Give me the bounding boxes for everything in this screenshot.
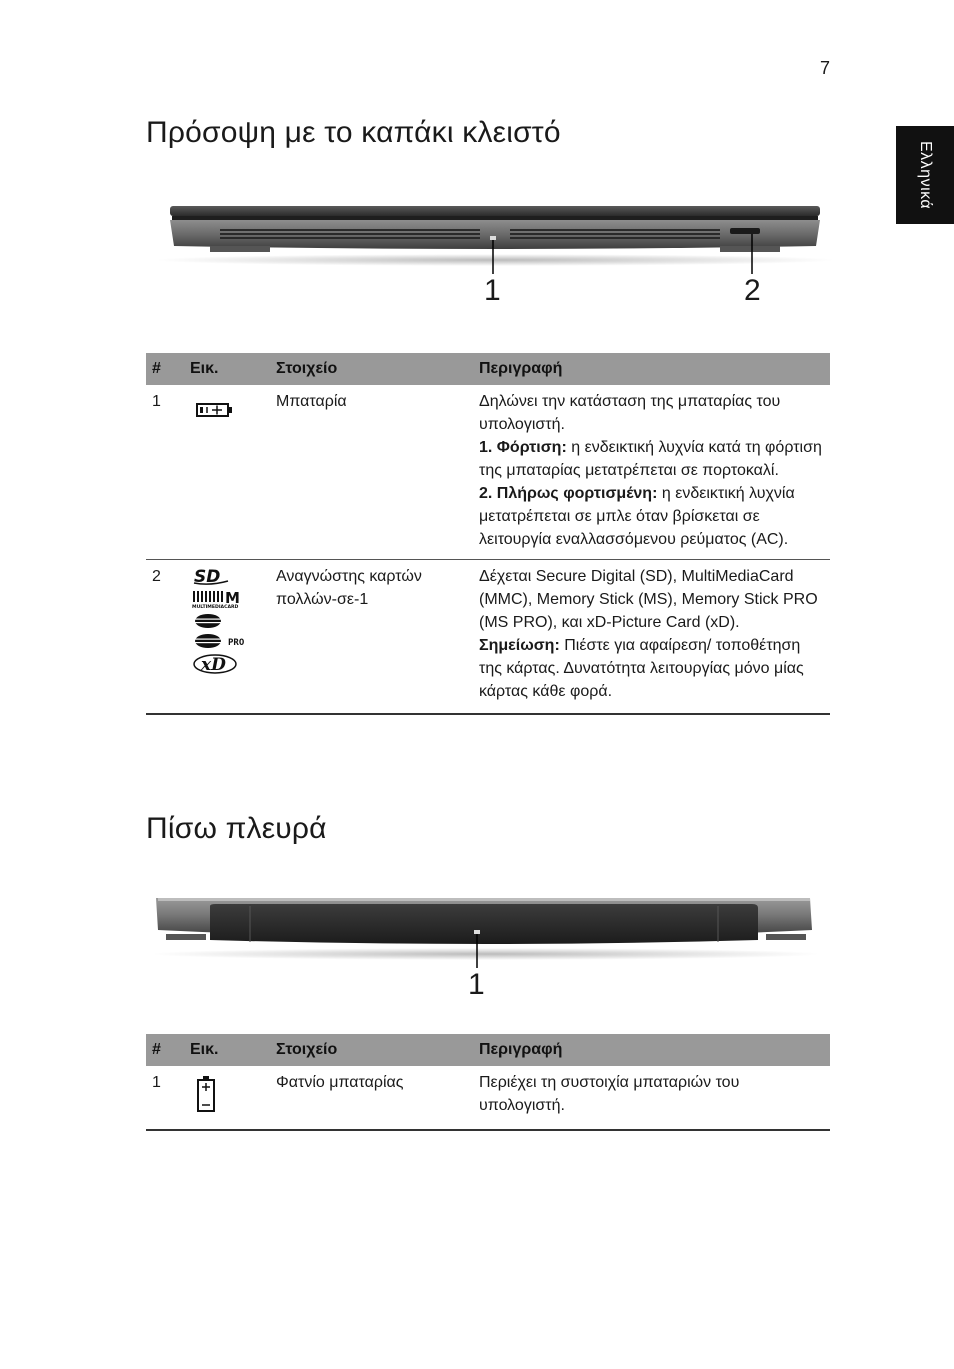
callout-1-front: 1 [484,274,501,307]
row-icon-cell [184,385,270,560]
row-number: 1 [146,1066,184,1130]
callout-1-rear: 1 [468,968,485,1001]
row-description [473,385,830,560]
header-number: # [146,1034,184,1066]
laptop-rear-image [146,890,826,970]
header-item: Στοιχείο [270,353,473,385]
mmc-logo-icon [192,589,248,609]
row-icon-cell [184,560,270,715]
table-row [146,560,830,715]
rear-components-table [146,1034,830,1131]
note-text: Πιέστε για αφαίρεση/ τοποθέτηση της κάρτας. Δυνατότητα λειτουργίας μόνο μίας κάρτας κάθε φορά. [479,637,804,700]
memory-stick-pro-label: PRO [228,638,245,648]
memory-stick-pro-icon [192,633,256,649]
mmc-logo-text: MULTIMEDIACARD [192,605,239,609]
language-tab-label: Ελληνικά [917,140,934,210]
xd-logo-text: xD [201,655,226,675]
note-label: Σημείωση: [479,637,560,654]
card-reader-icons [192,567,264,675]
callout-2-front: 2 [744,274,761,307]
header-description: Περιγραφή [473,1034,830,1066]
description-intro: Δέχεται Secure Digital (SD), MultiMediaCard (MMC), Memory Stick (MS), Memory Stick PRO (MS PRO), και xD-Picture Card (xD). [479,568,818,631]
header-description: Περιγραφή [473,353,830,385]
section-title-rear: Πίσω πλευρά [146,812,327,845]
row-item: Αναγνώστης καρτών πολλών-σε-1 [270,560,473,715]
fully-charged-text: η ενδεικτική λυχνία μετατρέπεται σε μπλε όταν βρίσκεται σε λειτουργία εναλλασσόμενου ρεύματος (AC). [479,485,795,548]
header-number: # [146,353,184,385]
row-description [473,560,830,715]
row-item: Φατνίο μπαταρίας [270,1066,473,1130]
row-description: Περιέχει τη συστοιχία μπαταριών του υπολογιστή. [473,1066,830,1130]
row-number: 2 [146,560,184,715]
table-row [146,1066,830,1130]
header-icon: Εικ. [184,353,270,385]
battery-bay-icon [196,1075,264,1120]
section-title-front: Πρόσοψη με το καπάκι κλειστό [146,116,561,149]
header-icon: Εικ. [184,1034,270,1066]
language-tab [896,126,954,224]
row-number: 1 [146,385,184,560]
page-number: 7 [819,58,830,78]
header-item: Στοιχείο [270,1034,473,1066]
charging-text: η ενδεικτική λυχνία κατά τη φόρτιση της μπαταρίας μετατρέπεται σε πορτοκαλί. [479,439,822,479]
front-components-table [146,353,830,715]
charging-label: 1. Φόρτιση: [479,439,567,456]
table-header-row [146,1034,830,1066]
sd-logo-icon [192,567,232,585]
mmc-logo-letter: M [225,589,240,607]
description-intro: Δηλώνει την κατάσταση της μπαταρίας του υπολογιστή. [479,393,781,433]
table-row [146,385,830,560]
battery-indicator-icon [196,402,264,425]
table-header-row [146,353,830,385]
row-icon-cell [184,1066,270,1130]
laptop-front-closed-image [150,196,840,276]
row-item: Μπαταρία [270,385,473,560]
memory-stick-icon [192,613,232,629]
fully-charged-label: 2. Πλήρως φορτισμένη: [479,485,658,502]
sd-logo-text: SD [194,567,221,585]
xd-logo-icon [192,653,240,675]
